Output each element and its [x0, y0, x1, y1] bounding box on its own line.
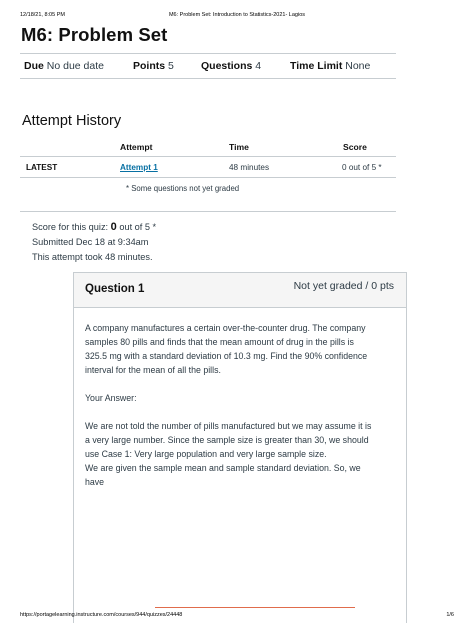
question-body [85, 321, 397, 489]
answer-line: a very large number. Since the sample size is greater than 30, we should [85, 435, 369, 445]
print-header [20, 12, 454, 18]
prompt-line: interval for the mean of all the pills. [85, 365, 221, 375]
footer-accent-line [155, 607, 355, 608]
prompt-line: 325.5 mg with a standard deviation of 10.3 mg. Find the 90% confidence [85, 351, 368, 361]
score-value: 0 [110, 221, 117, 233]
meta-time-limit-label: Time Limit [290, 60, 343, 72]
score-line [32, 220, 156, 235]
score-prefix: Score for this quiz: [32, 222, 109, 232]
prompt-line: A company manufactures a certain over-the-counter drug. The company [85, 323, 366, 333]
attempt-history-header-row [20, 138, 396, 157]
print-page-number: 1/6 [446, 612, 454, 618]
submitted-line: Submitted Dec 18 at 9:34am [32, 237, 149, 247]
attempt-score: 0 out of 5 * [342, 163, 382, 172]
meta-due-value: No due date [46, 60, 104, 72]
quiz-meta-bar [20, 53, 396, 79]
attempt-history-title: Attempt History [22, 113, 122, 129]
print-url: https://portagelearning.instructure.com/courses/944/quizzes/24448 [20, 612, 183, 618]
attempt-history-table [20, 138, 396, 178]
attempt-time: 48 minutes [229, 163, 270, 172]
print-footer [20, 612, 454, 618]
score-info [32, 220, 156, 265]
meta-questions [201, 60, 261, 72]
meta-points-value: 5 [168, 60, 174, 72]
ungraded-note: * Some questions not yet graded [126, 184, 240, 193]
column-header-time: Time [229, 142, 249, 152]
attempt-1-link[interactable]: Attempt 1 [120, 163, 158, 172]
prompt-line: samples 80 pills and finds that the mean amount of drug in the pills is [85, 337, 354, 347]
print-datetime: 12/18/21, 8:05 PM [20, 12, 65, 18]
meta-questions-value: 4 [255, 60, 262, 72]
your-answer-label: Your Answer: [85, 393, 137, 403]
page-title: M6: Problem Set [21, 24, 168, 45]
answer-line: We are given the sample mean and sample standard deviation. So, we [85, 463, 361, 473]
answer-line: have [85, 477, 105, 487]
column-header-attempt: Attempt [120, 142, 153, 152]
duration-line: This attempt took 48 minutes. [32, 252, 153, 262]
question-status: Not yet graded / 0 pts [293, 280, 394, 292]
question-header [74, 273, 406, 308]
answer-line: We are not told the number of pills manufactured but we may assume it is [85, 421, 372, 431]
meta-points [133, 60, 174, 72]
question-card [73, 272, 407, 623]
meta-time-limit [290, 60, 370, 72]
meta-time-limit-value: None [345, 60, 371, 72]
print-doc-title: M6: Problem Set: Introduction to Statistics-2021- Lagios [168, 12, 306, 18]
table-row [20, 157, 396, 178]
meta-due [24, 60, 104, 72]
latest-label: LATEST [26, 163, 58, 172]
meta-due-label: Due [24, 60, 44, 72]
meta-questions-label: Questions [201, 60, 253, 72]
meta-points-label: Points [133, 60, 166, 72]
section-divider [20, 211, 396, 212]
column-header-score: Score [343, 142, 367, 152]
question-title: Question 1 [85, 283, 145, 295]
score-suffix: out of 5 * [119, 222, 157, 232]
answer-line: use Case 1: Very large population and very large sample size. [85, 449, 327, 459]
